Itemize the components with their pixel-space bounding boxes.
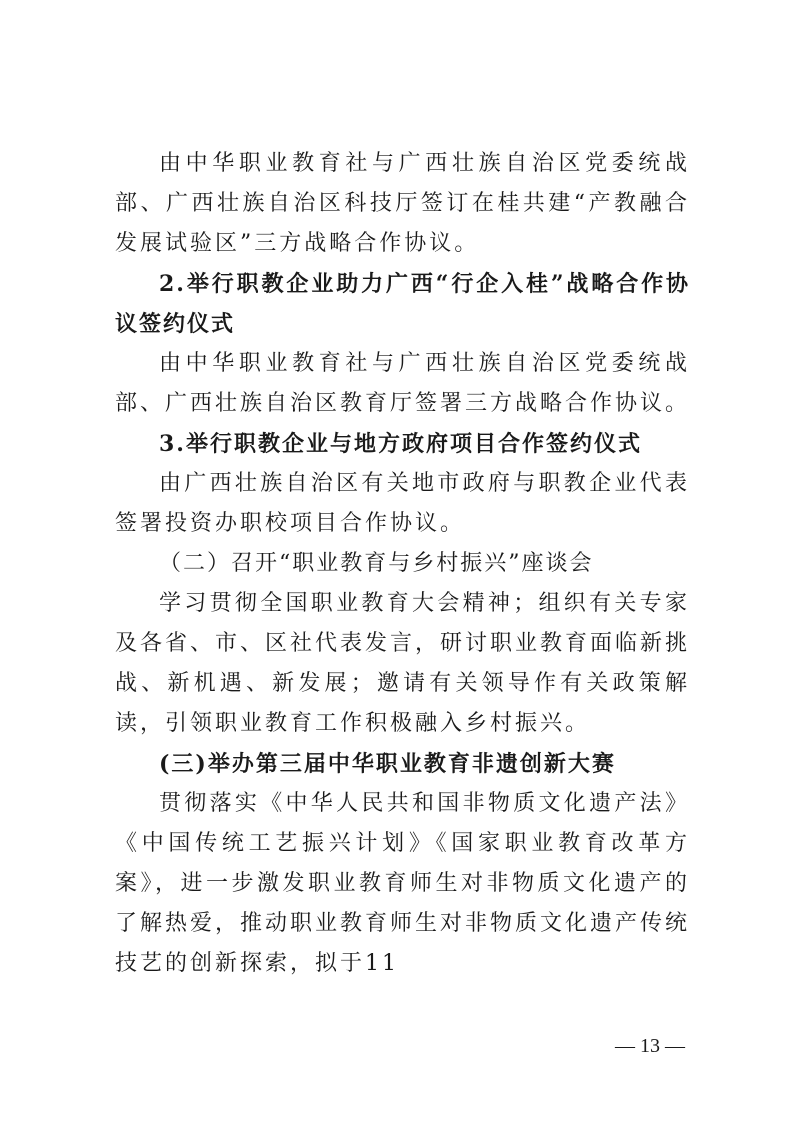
document-body xyxy=(115,144,690,984)
paragraph-education-agreement: 由中华职业教育社与广西壮族自治区党委统战部、广西壮族自治区教育厅签署三方战略合作协议。 xyxy=(115,351,691,416)
paragraph-investment-agreement: 由广西壮族自治区有关地市政府与职教企业代表签署投资办职校项目合作协议。 xyxy=(115,471,690,536)
paragraph-competition: 贯彻落实《中华人民共和国非物质文化遗产法》《中国传统工艺振兴计划》《国家职业教育改革方案》，进一步激发职业教育师生对非物质文化遗产的了解热爱，推动职业教育师生对非物质文化遗产传统技艺的创新探索，拟于11 xyxy=(115,791,691,976)
paragraph-symposium: 学习贯彻全国职业教育大会精神；组织有关专家及各省、市、区社代表发言，研讨职业教育面临新挑战、新机遇、新发展；邀请有关领导作有关政策解读，引领职业教育工作积极融入乡村振兴。 xyxy=(115,591,691,736)
page-number: — 13 — xyxy=(615,1035,685,1057)
section-heading-2: （二）召开“职业教育与乡村振兴”座谈会 xyxy=(159,551,594,576)
paragraph-strategic-agreement: 由中华职业教育社与广西壮族自治区党委统战部、广西壮族自治区科技厅签订在桂共建“产教融合发展试验区”三方战略合作协议。 xyxy=(115,151,690,256)
heading-item-3: 3.举行职教企业与地方政府项目合作签约仪式 xyxy=(159,431,642,457)
section-heading-3: (三)举办第三届中华职业教育非遗创新大赛 xyxy=(159,751,616,777)
heading-item-2: 2.举行职教企业助力广西“行企入桂”战略合作协议签约仪式 xyxy=(115,271,690,337)
